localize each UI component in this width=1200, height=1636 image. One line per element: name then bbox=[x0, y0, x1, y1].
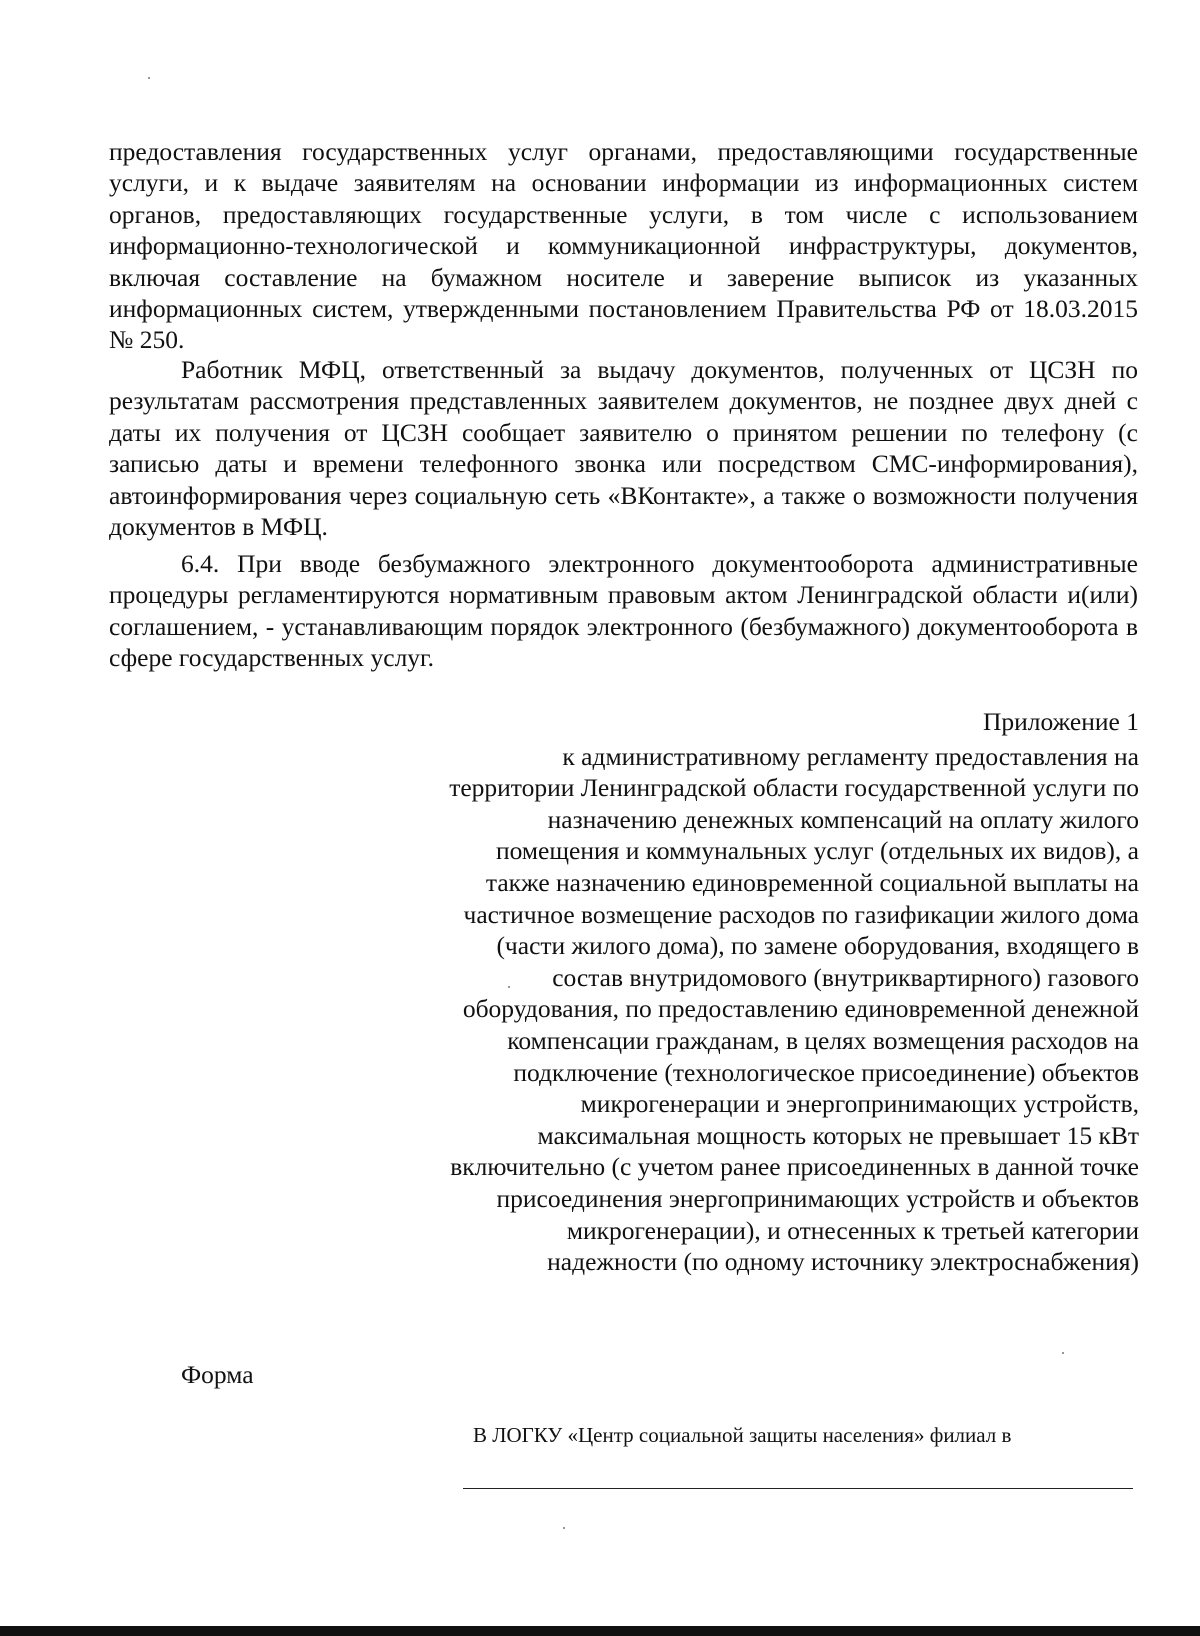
scan-speck bbox=[1062, 1352, 1064, 1354]
scan-bottom-edge bbox=[0, 1626, 1200, 1636]
blank-fill-line bbox=[463, 1488, 1133, 1489]
scan-speck bbox=[563, 1527, 565, 1529]
paragraph-text: Работник МФЦ, ответственный за выдачу документов, полученных от ЦСЗН по результатам рассмотрения представленных заявителем документов, не позднее двух дней с даты их получения от ЦСЗН сообщает заявителю о принятом решении по телефону (с записью даты и времени телефонного звонка или посредством СМС-информирования), автоинформирования через социальную сеть «ВКонтакте», а также о возможности получения документов в МФЦ. bbox=[109, 355, 1138, 542]
paragraph-text: 6.4. При вводе безбумажного электронного документооборота административные процедуры регламентируются нормативным правовым актом Ленинградской области и(или) соглашением, - устанавливающим порядок электронного (безбумажного) документооборота в сфере государственных услуг. bbox=[109, 549, 1138, 673]
body-paragraph-3 bbox=[109, 548, 1138, 674]
scan-speck bbox=[508, 986, 510, 988]
paragraph-text: предоставления государственных услуг органами, предоставляющими государственные услуги, и к выдаче заявителям на основании информации из информационных систем органов, предоставляющих государственные услуги, в том числе с использованием информационно-технологической и коммуникационной инфраструктуры, документов, включая составление на бумажном носителе и заверение выписок из указанных информационных систем, утвержденными постановлением Правительства РФ от 18.03.2015 № 250. bbox=[109, 137, 1138, 355]
appendix-title: Приложение 1 bbox=[983, 707, 1139, 736]
appendix-text: к административному регламенту предоставления на территории Ленинградской области государственной услуги по назначению денежных компенсаций на оплату жилого помещения и коммунальных услуг (отдельных их видов), а также назначению единовременной социальной выплаты на частичное возмещение расходов по газификации жилого дома (части жилого дома), по замене оборудования, входящего в состав внутридомового (внутриквартирного) газового оборудования, по предоставлению единовременной денежной компенсации гражданам, в целях возмещения расходов на подключение (технологическое присоединение) объектов микрогенерации и энергопринимающих устройств, максимальная мощность которых не превышает 15 кВт включительно (с учетом ранее присоединенных в данной точке присоединения энергопринимающих устройств и объектов микрогенерации), и отнесенных к третьей категории надежности (по одному источнику электроснабжения) bbox=[449, 741, 1139, 1277]
body-paragraph-2 bbox=[109, 354, 1138, 542]
form-label: Форма bbox=[181, 1360, 254, 1389]
appendix-block bbox=[439, 706, 1139, 1278]
body-paragraph-1 bbox=[109, 136, 1138, 356]
scan-speck bbox=[148, 77, 150, 79]
addressee-line: В ЛОГКУ «Центр социальной защиты населения» филиал в bbox=[473, 1423, 1012, 1447]
